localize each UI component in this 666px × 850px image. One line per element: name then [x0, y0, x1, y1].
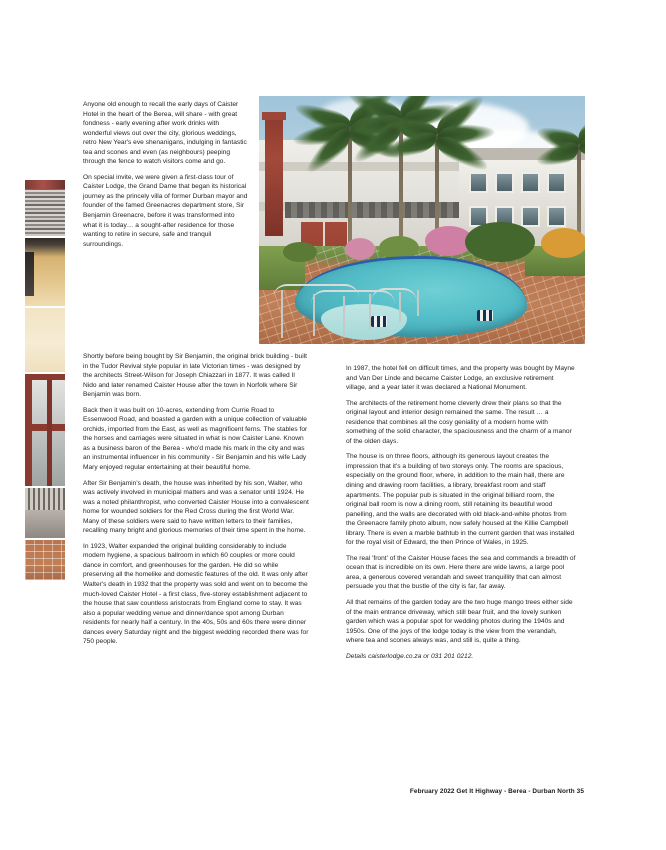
page-footer: February 2022 Get It Highway - Berea - Durban North 35 — [409, 788, 584, 795]
window — [521, 206, 540, 227]
handrail-post — [399, 292, 401, 322]
edge-photo-strip — [25, 180, 65, 580]
paragraph: In 1987, the hotel fell on difficult times, and the property was bought by Mayne and Van Der Linde and became Caister Lodge, an exclusive retirement village, and a year later it was declared a National Monument. — [346, 365, 575, 392]
paragraph: The real 'front' of the Caister House faces the sea and commands a breadth of ocean that is incredible on its own. Here there are wide lawns, a large pool area, a generous covered verandah and sweet tranquillity that can almost persuade you that the bustle of the city is far, far away. — [346, 554, 576, 591]
roof-detail-photo — [25, 180, 65, 236]
shrub — [283, 242, 317, 262]
flowering-shrub — [345, 238, 375, 260]
handrail-post — [281, 290, 283, 338]
verandah-detail-photo — [25, 488, 65, 538]
pool-marking — [477, 310, 493, 321]
paragraph: Shortly before being bought by Sir Benjamin, the original brick building - built in the Tudor Revival style popular in late Victorian times - was designed by the architects Street-Wilson for Joseph Chiazzari in 1877. It was called Il Nido and later renamed Caister House after the town in Norfolk where Sir Benjamin was born. — [83, 353, 308, 399]
paragraph: All that remains of the garden today are the two huge mango trees either side of the main entrance driveway, which still bear fruit, and the lovely sunken garden which was a popular spot for wedding photos during the 1940s and 1950s. One of the joys of the lodge today is the view from the verandah, where tea and scones always was, and still is, quite a thing. — [346, 599, 573, 645]
pool-terrace — [259, 246, 585, 344]
plain-wall-photo — [25, 308, 65, 372]
handrail-post — [313, 294, 315, 336]
handrail-post — [343, 296, 345, 336]
tiled-floor-photo — [25, 540, 65, 580]
paragraph: In 1923, Walter expanded the original building considerably to include modern hygiene, a spacious ballroom in which 60 couples or more could dance in comfort, and greenhouses for the garden. He did so while preserving all the homelike and domestic features of the old. It was only after Walter's death in 1932 that the property was sold and went on to become the much-loved Caister Hotel - a first class, five-storey establishment adjacent to the house that saw countless aristocrats from England come to stay. It was also a popular wedding venue and dinner/dance spot among Durban residents for nearly half a century. In the 40s, 50s and 60s there were dinner dances every Saturday night and the biggest wedding recorded there was for 750 people. — [83, 542, 309, 646]
handrail-post — [417, 290, 419, 316]
contact-details: Details caisterlodge.co.za or 031 201 0212. — [346, 652, 474, 660]
brick-chimney — [265, 118, 283, 236]
paragraph: The architects of the retirement home cleverly drew their plans so that the original layout and interior design remained the same. The result … a residence that combines all the cosy geniality of a modern home with something of the solid character, the spaciousness and the charm of a manor of the olden days. — [346, 399, 572, 445]
hero-photo-pool — [259, 96, 585, 344]
wall-detail-photo — [25, 238, 65, 306]
window-detail-photo — [25, 374, 65, 486]
paragraph: After Sir Benjamin's death, the house was inherited by his son, Walter, who was actively involved in municipal matters and was a senator until 1924. He was a noted philanthropist, who converted Caister House into a convalescent home for wounded soldiers for the Red Cross during the first World War. Many of these soldiers were said to have written letters to their families, recalling many bright and glorious memories of their time spent in the home. — [83, 479, 309, 535]
shrub — [465, 222, 535, 262]
paragraph: The house is on three floors, although its generous layout creates the impression that it's a building of two storeys only. The rooms are spacious, especially on the ground floor, where, in addition to the main hall, there are dining and drawing room facilities, a library, breakfast room and staff apartments. The popular pub is situated in the original billiard room, the original ball room is now a dining room, still retaining its beautiful wood panelling, and the walls are decorated with old black-and-white photos from the Greenacre family photo album, now safely housed at the Killie Campbell library. There is even a marble bathtub in the current garden that was installed for the royal visit of Edward, the then Prince of Wales, in 1925. — [346, 453, 575, 547]
paragraph: On special invite, we were given a first-class tour of Caister Lodge, the Grand Dame that began its historical journey as the princely villa of former Durban mayor and founder of the famed Greenacres department store, Sir Benjamin Greenacre, before it was transformed into what it is today… a sought-after residence for those wanting to retire in secure, safe and tranquil surroundings. — [83, 173, 248, 248]
paragraph: Anyone old enough to recall the early days of Caister Hotel in the heart of the Berea, will share - with great fondness - early evening after work drinks with wonderful views out over the city, glorious weddings, retro New Year's eve shenanigans, indulging in fantastic tea and scones and even (as neighbours) peeping through the fence to watch visitors come and go. — [83, 101, 247, 166]
window — [495, 172, 514, 193]
window — [521, 172, 540, 193]
left-column-bottom — [83, 352, 310, 653]
pool-marking — [371, 316, 387, 327]
flowering-shrub — [541, 228, 585, 258]
handrail-post — [369, 294, 371, 330]
palm-tree — [549, 122, 585, 242]
right-column — [346, 364, 576, 667]
pool-handrail — [371, 288, 417, 306]
left-column-top — [83, 100, 249, 255]
paragraph: Back then it was built on 10-acres, extending from Currie Road to Essenwood Road, and boasted a garden with a unique collection of valuable orchids, imported from the East, as well as magnificent ferns. The stables for the horses and carriages were situated in what is now Caister Lane. Known as a business baron of the Berea - who'd made his mark in the city and was an instrumental influencer in his community - Sir Benjamin and his wife Lady Mary enjoyed regular entertaining at their beautiful home. — [83, 406, 308, 472]
